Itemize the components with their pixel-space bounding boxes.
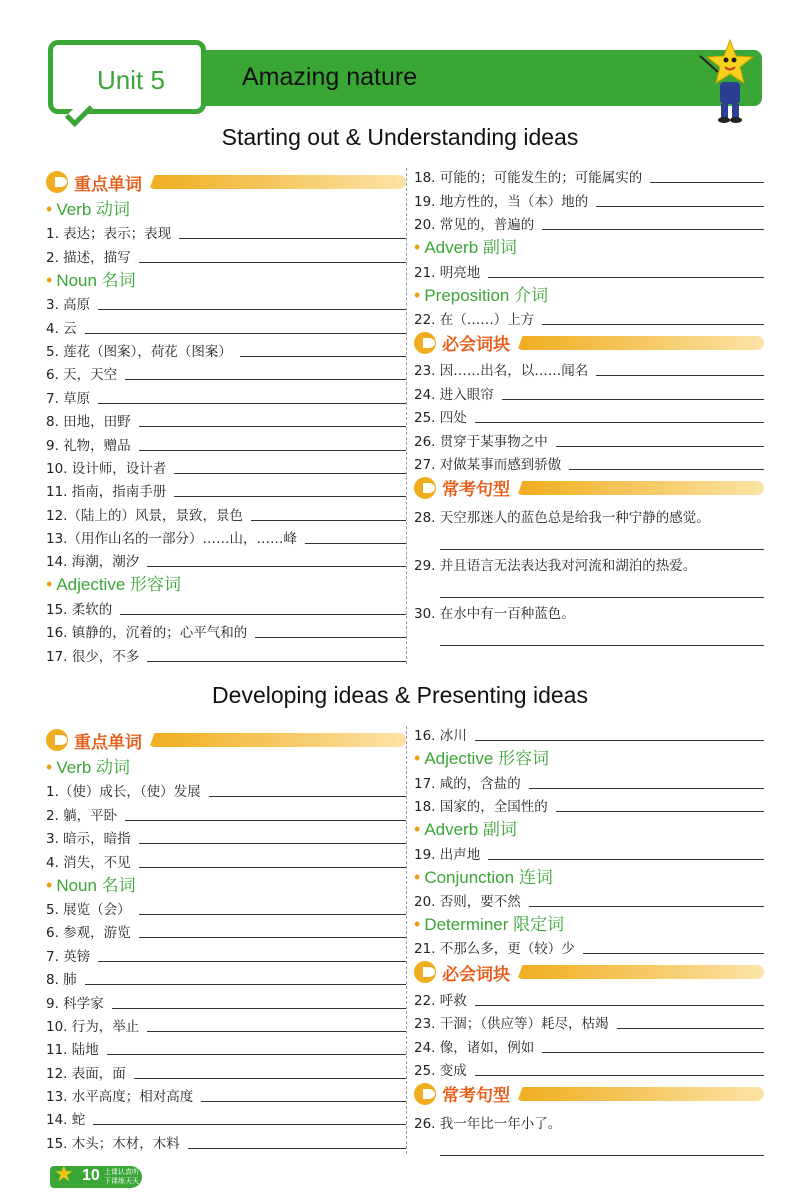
- sentence-prompt: 29. 并且语言无法表达我对河流和湖泊的热爱。: [414, 557, 697, 574]
- answer-blank[interactable]: [139, 937, 406, 938]
- vocab-item: [46, 338, 406, 361]
- category-label: Preposition 介词: [424, 285, 549, 305]
- vocab-item: [414, 357, 764, 380]
- vocab-item: [46, 1106, 406, 1129]
- vocab-prompt: 22. 呼救: [414, 992, 467, 1009]
- answer-blank[interactable]: [542, 229, 764, 230]
- vocab-item: [414, 1010, 764, 1033]
- category-label: Determiner 限定词: [424, 914, 565, 934]
- section-banner: [46, 726, 406, 754]
- vocab-prompt: 17. 很少，不多: [46, 648, 140, 665]
- vocab-item: [46, 384, 406, 407]
- vocab-prompt: 19. 地方性的，当（本）地的: [414, 193, 589, 210]
- answer-blank[interactable]: [617, 1028, 764, 1029]
- answer-blank[interactable]: [251, 520, 406, 521]
- answer-blank[interactable]: [255, 637, 406, 638]
- category-label: Noun 名词: [56, 875, 136, 895]
- answer-blank[interactable]: [174, 473, 406, 474]
- section-banner: [46, 168, 406, 196]
- category-label: Verb 动词: [56, 758, 131, 777]
- vocab-prompt: 11. 指南，指南手册: [46, 484, 167, 501]
- vocab-item: [46, 548, 406, 571]
- answer-blank[interactable]: [139, 843, 406, 844]
- vocab-prompt: 7. 草原: [46, 390, 91, 407]
- vocab-prompt: 16. 冰川: [414, 728, 467, 745]
- answer-blank[interactable]: [147, 1031, 406, 1032]
- vocab-item: [46, 431, 406, 454]
- banner-bar: [516, 1087, 764, 1101]
- answer-blank[interactable]: [440, 1132, 764, 1156]
- answer-blank[interactable]: [147, 661, 406, 662]
- answer-blank[interactable]: [85, 333, 406, 334]
- answer-blank[interactable]: [147, 566, 406, 567]
- vocab-prompt: 14. 蛇: [46, 1112, 86, 1129]
- star-icon: ★: [54, 1162, 74, 1187]
- banner-bar: [516, 965, 764, 979]
- category-heading: [414, 745, 764, 769]
- vocab-item: [46, 825, 406, 848]
- category-label: Adverb 副词: [424, 238, 517, 258]
- answer-blank[interactable]: [569, 469, 764, 470]
- category-heading: [414, 864, 764, 888]
- bullet-icon: •: [414, 913, 421, 934]
- answer-blank[interactable]: [542, 324, 764, 325]
- banner-label: 必会词块: [442, 335, 510, 356]
- vocab-prompt: 20. 否则，要不然: [414, 893, 521, 910]
- sentence-item: [414, 598, 764, 646]
- sentence-prompt: 26. 我一年比一年小了。: [414, 1115, 562, 1132]
- answer-blank[interactable]: [596, 375, 764, 376]
- bullet-icon: •: [46, 757, 53, 777]
- answer-blank[interactable]: [440, 526, 764, 550]
- vocab-item: [46, 525, 406, 548]
- banner-label: 重点单词: [74, 174, 142, 195]
- category-heading: [414, 234, 764, 258]
- vocab-prompt: 23. 因……出名，以……闻名: [414, 363, 589, 380]
- pacman-icon: [46, 171, 68, 193]
- vocab-item: [46, 408, 406, 431]
- pacman-icon: [46, 729, 68, 751]
- category-label: Verb 动词: [56, 200, 131, 219]
- vocab-item: [46, 896, 406, 919]
- answer-blank[interactable]: [201, 1101, 406, 1102]
- bullet-icon: •: [46, 269, 53, 290]
- answer-blank[interactable]: [125, 379, 406, 380]
- answer-blank[interactable]: [179, 238, 406, 239]
- answer-blank[interactable]: [174, 496, 406, 497]
- answer-blank[interactable]: [139, 262, 406, 263]
- answer-blank[interactable]: [134, 1078, 406, 1079]
- unit-label-box: [48, 40, 206, 114]
- banner-label: 重点单词: [74, 732, 142, 753]
- pacman-icon: [414, 1083, 436, 1105]
- vocab-item: [414, 840, 764, 863]
- category-heading: [46, 754, 406, 778]
- answer-blank[interactable]: [98, 961, 406, 962]
- unit-label: Unit 5: [97, 65, 165, 95]
- vocab-prompt: 10. 行为，举止: [46, 1018, 140, 1035]
- bullet-icon: •: [414, 284, 421, 305]
- vocab-item: [414, 380, 764, 403]
- vocab-prompt: 22. 在（……）上方: [414, 311, 535, 328]
- category-heading: [414, 816, 764, 840]
- answer-blank[interactable]: [188, 1148, 406, 1149]
- vocab-item: [414, 427, 764, 450]
- sentence-item: [414, 1108, 764, 1156]
- answer-blank[interactable]: [556, 811, 764, 812]
- vocab-prompt: 4. 消失，不见: [46, 854, 131, 871]
- vocab-prompt: 13. 水平高度；相对高度: [46, 1089, 194, 1106]
- vocab-item: [46, 595, 406, 618]
- sentence-item: [414, 550, 764, 598]
- answer-blank[interactable]: [240, 356, 406, 357]
- category-heading: [414, 911, 764, 935]
- vocab-prompt: 24. 像，诸如，例如: [414, 1039, 535, 1056]
- vocab-prompt: 14. 海潮，潮汐: [46, 554, 140, 571]
- category-heading: [46, 571, 406, 595]
- vocab-item: [46, 361, 406, 384]
- vocab-prompt: 7. 英镑: [46, 948, 91, 965]
- answer-blank[interactable]: [120, 614, 406, 615]
- vocab-prompt: 6. 天，天空: [46, 367, 118, 384]
- answer-blank[interactable]: [139, 450, 406, 451]
- pacman-icon: [414, 477, 436, 499]
- section-banner: [414, 474, 764, 502]
- sentence-prompt: 30. 在水中有一百种蓝色。: [414, 605, 575, 622]
- vocab-item: [46, 501, 406, 524]
- vocab-item: [46, 1129, 406, 1152]
- banner-label: 必会词块: [442, 964, 510, 985]
- vocab-item: [414, 404, 764, 427]
- vocab-prompt: 27. 对做某事而感到骄傲: [414, 456, 562, 473]
- section-title-2: Developing ideas & Presenting ideas: [212, 682, 588, 708]
- column-divider: [406, 726, 407, 1154]
- page-footer: [50, 1162, 142, 1188]
- vocab-prompt: 26. 贯穿于某事物之中: [414, 433, 548, 450]
- vocab-prompt: 1.（使）成长，（使）发展: [46, 784, 201, 801]
- answer-blank[interactable]: [475, 1075, 764, 1076]
- vocab-item: [46, 919, 406, 942]
- category-label: Adjective 形容词: [56, 575, 182, 595]
- vocab-item: [46, 291, 406, 314]
- part1-left-column: [46, 168, 406, 666]
- answer-blank[interactable]: [139, 914, 406, 915]
- vocab-prompt: 25. 四处: [414, 410, 467, 427]
- answer-blank[interactable]: [488, 277, 764, 278]
- answer-blank[interactable]: [475, 740, 764, 741]
- vocab-prompt: 17. 咸的，含盐的: [414, 775, 521, 792]
- vocab-item: [46, 1036, 406, 1059]
- vocab-prompt: 4. 云: [46, 320, 77, 337]
- bullet-icon: •: [46, 874, 53, 895]
- vocab-prompt: 12. 表面，面: [46, 1065, 126, 1082]
- vocab-item: [46, 1083, 406, 1106]
- answer-blank[interactable]: [139, 426, 406, 427]
- unit-header: [48, 40, 762, 115]
- vocab-item: [46, 642, 406, 665]
- category-label: Noun 名词: [56, 270, 136, 290]
- vocab-prompt: 23. 干涸；（供应等）耗尽，枯竭: [414, 1016, 609, 1033]
- category-label: Adjective 形容词: [424, 749, 550, 769]
- banner-label: 常考句型: [442, 1086, 510, 1107]
- answer-blank[interactable]: [125, 820, 406, 821]
- vocab-item: [46, 1059, 406, 1082]
- vocab-item: [46, 778, 406, 801]
- vocab-item: [46, 1013, 406, 1036]
- category-heading: [46, 196, 406, 220]
- vocab-prompt: 3. 高原: [46, 297, 91, 314]
- banner-bar: [148, 733, 406, 747]
- vocab-item: [414, 211, 764, 234]
- vocab-item: [46, 314, 406, 337]
- answer-blank[interactable]: [209, 796, 406, 797]
- bullet-icon: •: [414, 748, 421, 769]
- vocab-item: [414, 258, 764, 281]
- vocab-prompt: 10. 设计师，设计者: [46, 460, 167, 477]
- vocab-item: [46, 801, 406, 824]
- part1-right-column: [414, 164, 764, 646]
- vocab-item: [46, 966, 406, 989]
- section-title-1: Starting out & Understanding ideas: [221, 124, 579, 150]
- section-banner: [414, 1080, 764, 1108]
- vocab-prompt: 8. 田地，田野: [46, 414, 131, 431]
- part2-right-column: [414, 722, 764, 1156]
- vocab-prompt: 1. 表达；表示；表现: [46, 226, 172, 243]
- vocab-prompt: 11. 陆地: [46, 1042, 99, 1059]
- answer-blank[interactable]: [305, 543, 406, 544]
- answer-blank[interactable]: [475, 422, 764, 423]
- unit-title: Amazing nature: [242, 63, 418, 91]
- vocab-item: [414, 986, 764, 1009]
- answer-blank[interactable]: [529, 788, 764, 789]
- vocab-prompt: 5. 展览（会）: [46, 901, 131, 918]
- answer-blank[interactable]: [139, 867, 406, 868]
- answer-blank[interactable]: [556, 446, 764, 447]
- star-mascot-icon: [698, 36, 758, 126]
- vocab-prompt: 25. 变成: [414, 1062, 467, 1079]
- answer-blank[interactable]: [475, 1005, 764, 1006]
- vocab-item: [414, 888, 764, 911]
- vocab-prompt: 2. 躺，平卧: [46, 807, 118, 824]
- vocab-prompt: 12.（陆上的）风景，景致，景色: [46, 507, 243, 524]
- vocab-item: [46, 243, 406, 266]
- answer-blank[interactable]: [440, 574, 764, 598]
- vocab-item: [46, 942, 406, 965]
- vocab-item: [414, 1057, 764, 1080]
- category-heading: [46, 872, 406, 896]
- banner-bar: [148, 175, 406, 189]
- vocab-item: [46, 220, 406, 243]
- vocab-prompt: 2. 描述，描写: [46, 249, 131, 266]
- vocab-item: [414, 722, 764, 745]
- vocab-item: [414, 187, 764, 210]
- vocab-prompt: 18. 国家的，全国性的: [414, 799, 548, 816]
- answer-blank[interactable]: [502, 399, 764, 400]
- answer-blank[interactable]: [596, 206, 764, 207]
- vocab-item: [46, 619, 406, 642]
- part2-left-column: [46, 726, 406, 1153]
- category-label: Conjunction 连词: [424, 867, 553, 887]
- answer-blank[interactable]: [542, 1052, 764, 1053]
- answer-blank[interactable]: [650, 182, 764, 183]
- category-heading: [414, 282, 764, 306]
- vocab-prompt: 3. 暗示，暗指: [46, 831, 131, 848]
- answer-blank[interactable]: [440, 622, 764, 646]
- vocab-prompt: 24. 进入眼帘: [414, 386, 494, 403]
- column-divider: [406, 168, 407, 664]
- answer-blank[interactable]: [98, 309, 406, 310]
- sentence-item: [414, 502, 764, 550]
- answer-blank[interactable]: [107, 1054, 406, 1055]
- vocab-item: [46, 478, 406, 501]
- vocab-prompt: 15. 柔软的: [46, 601, 113, 618]
- vocab-prompt: 9. 礼物，赠品: [46, 437, 131, 454]
- section-banner: [414, 958, 764, 986]
- vocab-item: [46, 455, 406, 478]
- answer-blank[interactable]: [583, 953, 764, 954]
- section-banner: [414, 329, 764, 357]
- answer-blank[interactable]: [488, 859, 764, 860]
- vocab-prompt: 21. 明亮地: [414, 264, 481, 281]
- vocab-prompt: 16. 镇静的，沉着的；心平气和的: [46, 625, 248, 642]
- vocab-item: [414, 769, 764, 792]
- vocab-item: [414, 935, 764, 958]
- vocab-item: [414, 1033, 764, 1056]
- vocab-prompt: 13.（用作山名的一部分）……山，……峰: [46, 531, 297, 548]
- category-heading: [46, 267, 406, 291]
- pacman-icon: [414, 961, 436, 983]
- page-number: 10: [82, 1167, 100, 1184]
- vocab-prompt: 5. 莲花（图案），荷花（图案）: [46, 343, 232, 360]
- unit-title-bar: [198, 50, 762, 106]
- vocab-item: [414, 451, 764, 474]
- answer-blank[interactable]: [112, 1008, 406, 1009]
- vocab-prompt: 8. 肺: [46, 972, 77, 989]
- vocab-prompt: 20. 常见的，普遍的: [414, 217, 535, 234]
- answer-blank[interactable]: [93, 1124, 406, 1125]
- vocab-item: [46, 989, 406, 1012]
- vocab-prompt: 15. 木头；木材，木料: [46, 1135, 180, 1152]
- vocab-item: [414, 164, 764, 187]
- bullet-icon: •: [46, 574, 53, 595]
- bullet-icon: •: [414, 866, 421, 887]
- vocab-item: [414, 306, 764, 329]
- vocab-prompt: 9. 科学家: [46, 995, 104, 1012]
- answer-blank[interactable]: [98, 403, 406, 404]
- bullet-icon: •: [46, 199, 53, 219]
- vocab-item: [46, 848, 406, 871]
- footer-tagline: 上课认真听 下课练天天: [104, 1168, 139, 1185]
- bullet-icon: •: [414, 819, 421, 840]
- banner-bar: [516, 481, 764, 495]
- banner-bar: [516, 336, 764, 350]
- answer-blank[interactable]: [529, 906, 764, 907]
- vocab-prompt: 19. 出声地: [414, 846, 481, 863]
- sentence-prompt: 28. 天空那迷人的蓝色总是给我一种宁静的感觉。: [414, 509, 710, 526]
- vocab-item: [414, 793, 764, 816]
- banner-label: 常考句型: [442, 480, 510, 501]
- vocab-prompt: 21. 不那么多，更（较）少: [414, 941, 575, 958]
- answer-blank[interactable]: [85, 984, 406, 985]
- vocab-prompt: 6. 参观，游览: [46, 925, 131, 942]
- pacman-icon: [414, 332, 436, 354]
- bullet-icon: •: [414, 237, 421, 258]
- category-label: Adverb 副词: [424, 820, 517, 840]
- vocab-prompt: 18. 可能的；可能发生的；可能属实的: [414, 170, 643, 187]
